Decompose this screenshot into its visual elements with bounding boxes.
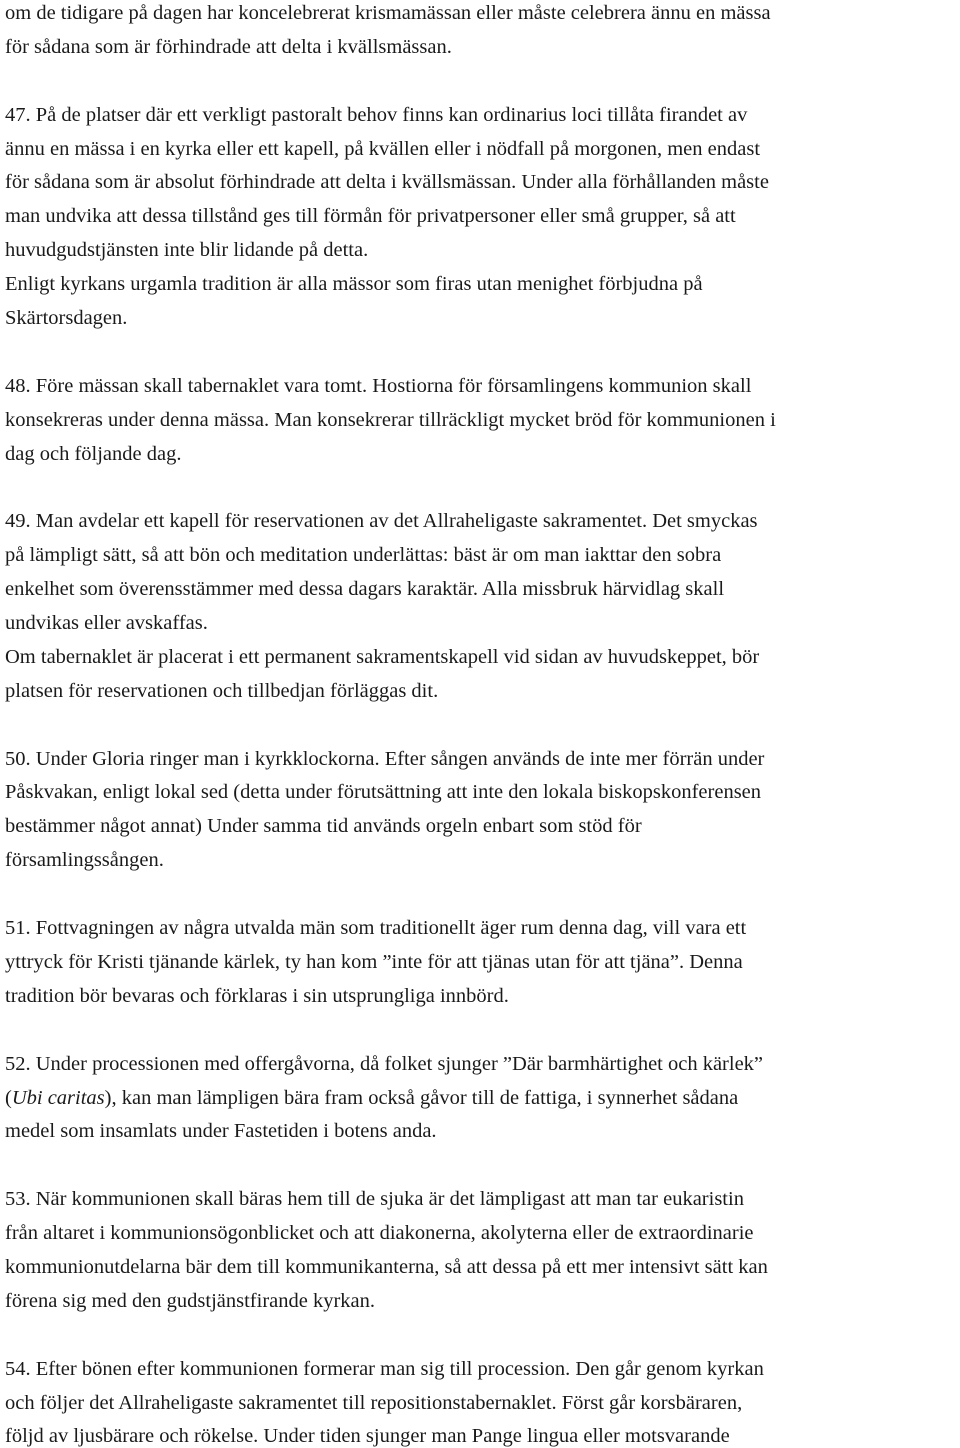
paragraph-gap bbox=[5, 709, 950, 743]
paragraph-53 bbox=[5, 1183, 950, 1319]
text-line: 53. När kommunionen skall bäras hem till de sjuka är det lämpligast att man tar eukaristin bbox=[5, 1188, 744, 1211]
paragraph-48 bbox=[5, 370, 950, 472]
text-line: förena sig med den gudstjänstfirande kyrkan. bbox=[5, 1289, 376, 1312]
text-line: 49. Man avdelar ett kapell för reservationen av det Allraheligaste sakramentet. Det smyckas bbox=[5, 510, 758, 533]
text-line: bestämmer något annat) Under samma tid används orgeln enbart som stöd för bbox=[5, 815, 642, 838]
paragraph-gap bbox=[5, 336, 950, 370]
paragraph-gap bbox=[5, 1149, 950, 1183]
paragraph-49 bbox=[5, 505, 950, 708]
text-line: 47. På de platser där ett verkligt pastoralt behov finns kan ordinarius loci tillåta firandet av bbox=[5, 103, 748, 126]
intro-paragraph bbox=[5, 0, 950, 65]
text-line: 54. Efter bönen efter kommunionen formerar man sig till procession. Den går genom kyrkan bbox=[5, 1357, 764, 1380]
paragraph-51 bbox=[5, 912, 950, 1014]
text-line: Enligt kyrkans urgamla tradition är alla mässor som firas utan menighet förbjudna på bbox=[5, 273, 703, 296]
text-line: man undvika att dessa tillstånd ges till förmån för privatpersoner eller små grupper, så att bbox=[5, 205, 736, 228]
text-line bbox=[5, 1082, 950, 1116]
text-line: på lämpligt sätt, så att bön och meditation underlättas: bäst är om man iakttar den sobra bbox=[5, 544, 722, 567]
text-line: från altaret i kommunionsögonblicket och att diakonerna, akolyterna eller de extraordinarie bbox=[5, 1222, 754, 1245]
text-line: 50. Under Gloria ringer man i kyrkklockorna. Efter sången används de inte mer förrän under bbox=[5, 747, 765, 770]
paragraph-gap bbox=[5, 878, 950, 912]
text-line: platsen för reservationen och tillbedjan förläggas dit. bbox=[5, 679, 439, 702]
text-line: 48. Före mässan skall tabernaklet vara tomt. Hostiorna för församlingens kommunion skall bbox=[5, 374, 752, 397]
paragraph-gap bbox=[5, 471, 950, 505]
paragraph-gap bbox=[5, 1319, 950, 1353]
text-line: Skärtorsdagen. bbox=[5, 307, 128, 330]
paragraph-52 bbox=[5, 1048, 950, 1150]
text-line: ännu en mässa i en kyrka eller ett kapell, på kvällen eller i nödfall på morgonen, men endast bbox=[5, 137, 761, 160]
italic-term: Ubi caritas bbox=[11, 1086, 105, 1109]
text-line: kommunionutdelarna bär dem till kommunikanterna, så att dessa på ett mer intensivt sätt kan bbox=[5, 1255, 768, 1278]
text-line: enkelhet som överensstämmer med dessa dagars karaktär. Alla missbruk härvidlag skall bbox=[5, 578, 725, 601]
open-paren: ( bbox=[5, 1086, 12, 1109]
text-line: undvikas eller avskaffas. bbox=[5, 612, 208, 635]
text-line: om de tidigare på dagen har koncelebrerat krismamässan eller måste celebrera ännu en mässa bbox=[5, 2, 771, 24]
text-line: yttryck för Kristi tjänande kärlek, ty han kom ”inte för att tjänas utan för att tjäna”. Denna bbox=[5, 950, 743, 973]
text-line: tradition bör bevaras och förklaras i sin utsprungliga innbörd. bbox=[5, 984, 509, 1007]
text-line: Påskvakan, enligt lokal sed (detta under förutsättning att inte den lokala biskopskonferensen bbox=[5, 781, 762, 804]
paragraph-gap bbox=[5, 65, 950, 99]
text-line: för sådana som är absolut förhindrade att delta i kvällsmässan. Under alla förhållanden måste bbox=[5, 171, 769, 194]
text-line: medel som insamlats under Fastetiden i botens anda. bbox=[5, 1120, 437, 1143]
text-line: församlingssången. bbox=[5, 849, 164, 872]
text-line: för sådana som är förhindrade att delta i kvällsmässan. bbox=[5, 35, 452, 58]
text-line: dag och följande dag. bbox=[5, 442, 182, 465]
text-line: Om tabernaklet är placerat i ett permanent sakramentskapell vid sidan av huvudskeppet, bör bbox=[5, 645, 760, 668]
paragraph-47 bbox=[5, 99, 950, 336]
text-line: 52. Under processionen med offergåvorna, då folket sjunger ”Där barmhärtighet och kärlek” bbox=[5, 1052, 764, 1075]
paragraph-54 bbox=[5, 1353, 950, 1448]
paragraph-50 bbox=[5, 743, 950, 879]
text-line: huvudgudstjänsten inte blir lidande på detta. bbox=[5, 239, 369, 262]
paragraph-gap bbox=[5, 1014, 950, 1048]
line-rest: ), kan man lämpligen bära fram också gåvor till de fattiga, i synnerhet sådana bbox=[104, 1086, 739, 1109]
text-line: följd av ljusbärare och rökelse. Under tiden sjunger man Pange lingua eller motsvarande bbox=[5, 1425, 730, 1448]
text-line: och följer det Allraheligaste sakramentet till repositionstabernaklet. Först går korsbäraren, bbox=[5, 1391, 743, 1414]
text-line: 51. Fottvagningen av några utvalda män som traditionellt äger rum denna dag, vill vara ett bbox=[5, 917, 747, 940]
text-line: konsekreras under denna mässa. Man konsekrerar tillräckligt mycket bröd för kommunionen i bbox=[5, 408, 776, 431]
